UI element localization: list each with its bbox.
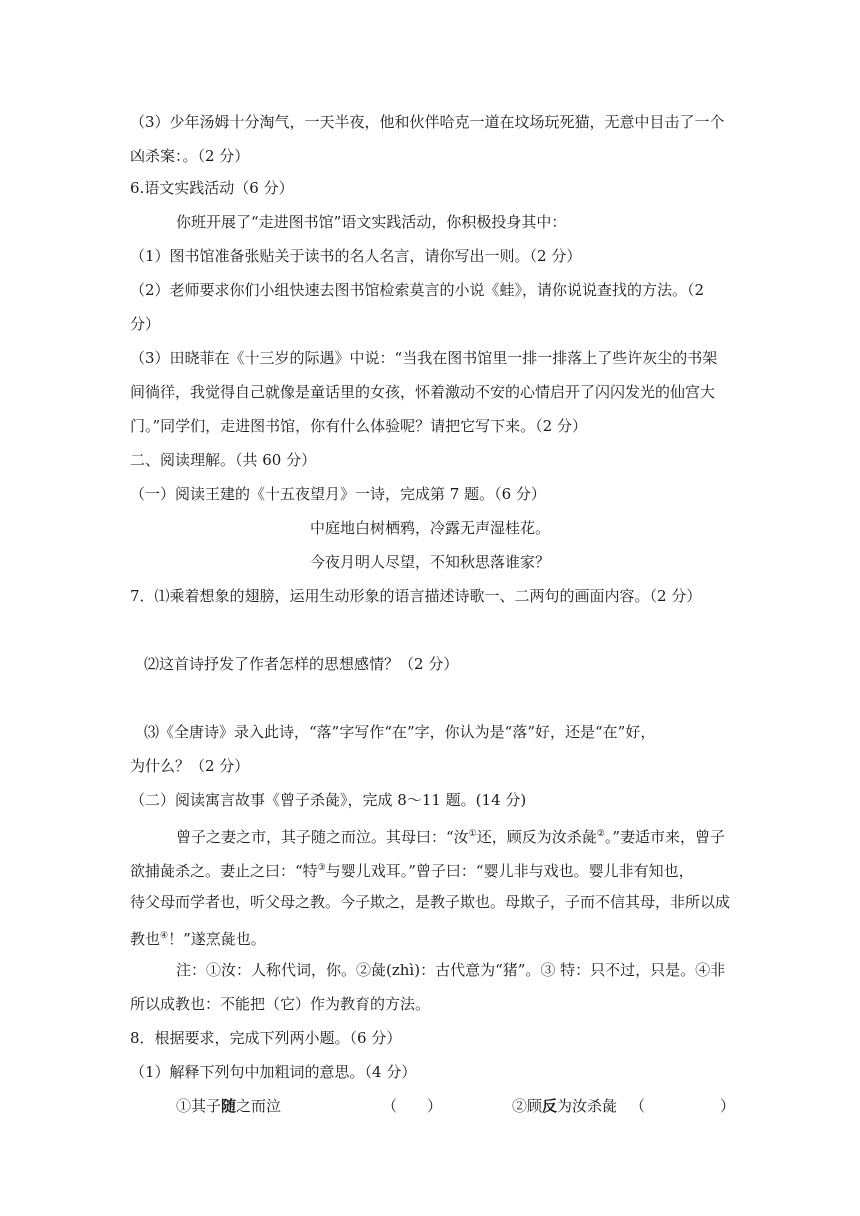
poem-line1: 中庭地白树栖鸦，冷露无声湿桂花。 <box>310 519 551 537</box>
story-line1 <box>176 824 725 847</box>
story-line2 <box>130 858 694 881</box>
story-text: ！”遂烹彘也。 <box>168 930 266 948</box>
q8-item2 <box>512 1096 617 1116</box>
q7-2: ⑵这首诗抒发了作者怎样的思想感情？（2 分） <box>144 655 459 673</box>
q7-1: 7．⑴乘着想象的翅膀，运用生动形象的语言描述诗歌一、二两句的画面内容。（2 分） <box>130 587 702 605</box>
q8-sub1: （1）解释下列句中加粗词的意思。（4 分） <box>130 1063 417 1081</box>
section2-heading: （二）阅读寓言故事《曾子杀彘》，完成 8～11 题。(14 分) <box>130 791 527 809</box>
q6-item3-line2: 间徜徉，我觉得自己就像是童话里的女孩，怀着激动不安的心情启开了闪闪发光的仙宫大 <box>130 383 716 401</box>
q8-item1 <box>176 1096 281 1116</box>
q6-item2-line1: （2）老师要求你们小组快速去图书馆检索莫言的小说《蛙》，请你说说查找的方法。（2 <box>130 281 705 299</box>
answer-blank-1[interactable]: （ ） <box>382 1097 443 1115</box>
part2-heading: 二、阅读理解。（共 60 分） <box>130 451 317 469</box>
q7-3-line1: ⑶《全唐诗》录入此诗，“落”字写作“在”字，你认为是“落”好，还是“在”好， <box>144 723 656 741</box>
poem-line2: 今夜月明人尽望，不知秋思落谁家？ <box>310 553 551 571</box>
notes-line1: 注：①汝：人称代词，你。②彘(zhì)：古代意为“猪”。③ 特：只不过，只是。④非 <box>176 961 726 979</box>
bold-word: 随 <box>221 1097 237 1115</box>
story-line4 <box>130 926 266 949</box>
footnote-marker: ② <box>596 829 605 839</box>
bold-word: 反 <box>542 1097 558 1115</box>
story-text: 还，顾反为汝杀彘 <box>476 828 597 846</box>
q6-item1: （1）图书馆准备张贴关于读书的名人名言，请你写出一则。（2 分） <box>130 247 582 265</box>
q6-intro: 你班开展了“走进图书馆”语文实践活动，你积极投身其中： <box>176 213 567 231</box>
q6-item3-line1: （3）田晓菲在《十三岁的际遇》中说：“当我在图书馆里一排一排落上了些许灰尘的书架 <box>130 349 718 367</box>
notes-line2: 所以成教也：不能把（它）作为教育的方法。 <box>130 995 431 1013</box>
item-text: ②顾 <box>512 1097 543 1115</box>
footnote-marker: ③ <box>317 863 326 873</box>
q8-heading: 8．根据要求，完成下列两小题。（6 分） <box>130 1029 402 1047</box>
story-text: 曾子之妻之市，其子随之而泣。其母曰：“汝 <box>176 828 469 846</box>
item-text: 为汝杀彘 <box>557 1097 618 1115</box>
item-text: 之而泣 <box>236 1097 282 1115</box>
story-text: 与婴儿戏耳。”曾子曰：“婴儿非与戏也。婴儿非有知也， <box>325 862 694 880</box>
footnote-marker: ④ <box>160 931 169 941</box>
q5-3-line2: 凶杀案：。（2 分） <box>130 147 250 165</box>
footnote-marker: ① <box>468 829 477 839</box>
story-text: 。”妻适市来，曾子 <box>604 828 726 846</box>
section1-heading: （一）阅读王建的《十五夜望月》一诗，完成第 7 题。（6 分） <box>130 485 546 503</box>
story-line3: 待父母而学者也，听父母之教。今子欺之，是教子欺也。母欺子，子而不信其母，非所以成 <box>130 893 731 911</box>
q6-item2-line2: 分） <box>130 315 161 333</box>
q6-heading: 6.语文实践活动（6 分） <box>130 179 294 197</box>
answer-blank-2[interactable]: （ ） <box>630 1097 736 1115</box>
q6-item3-line3: 门。”同学们，走进图书馆，你有什么体验呢？请把它写下来。（2 分） <box>130 417 587 435</box>
story-text: 教也 <box>130 930 161 948</box>
item-text: ①其子 <box>176 1097 222 1115</box>
q5-3-line1: （3）少年汤姆十分淘气，一天半夜，他和伙伴哈克一道在坟场玩死猫，无意中目击了一个 <box>130 113 725 131</box>
q7-3-line2: 为什么？（2 分） <box>130 757 250 775</box>
story-text: 欲捕彘杀之。妻止之曰：“特 <box>130 862 318 880</box>
